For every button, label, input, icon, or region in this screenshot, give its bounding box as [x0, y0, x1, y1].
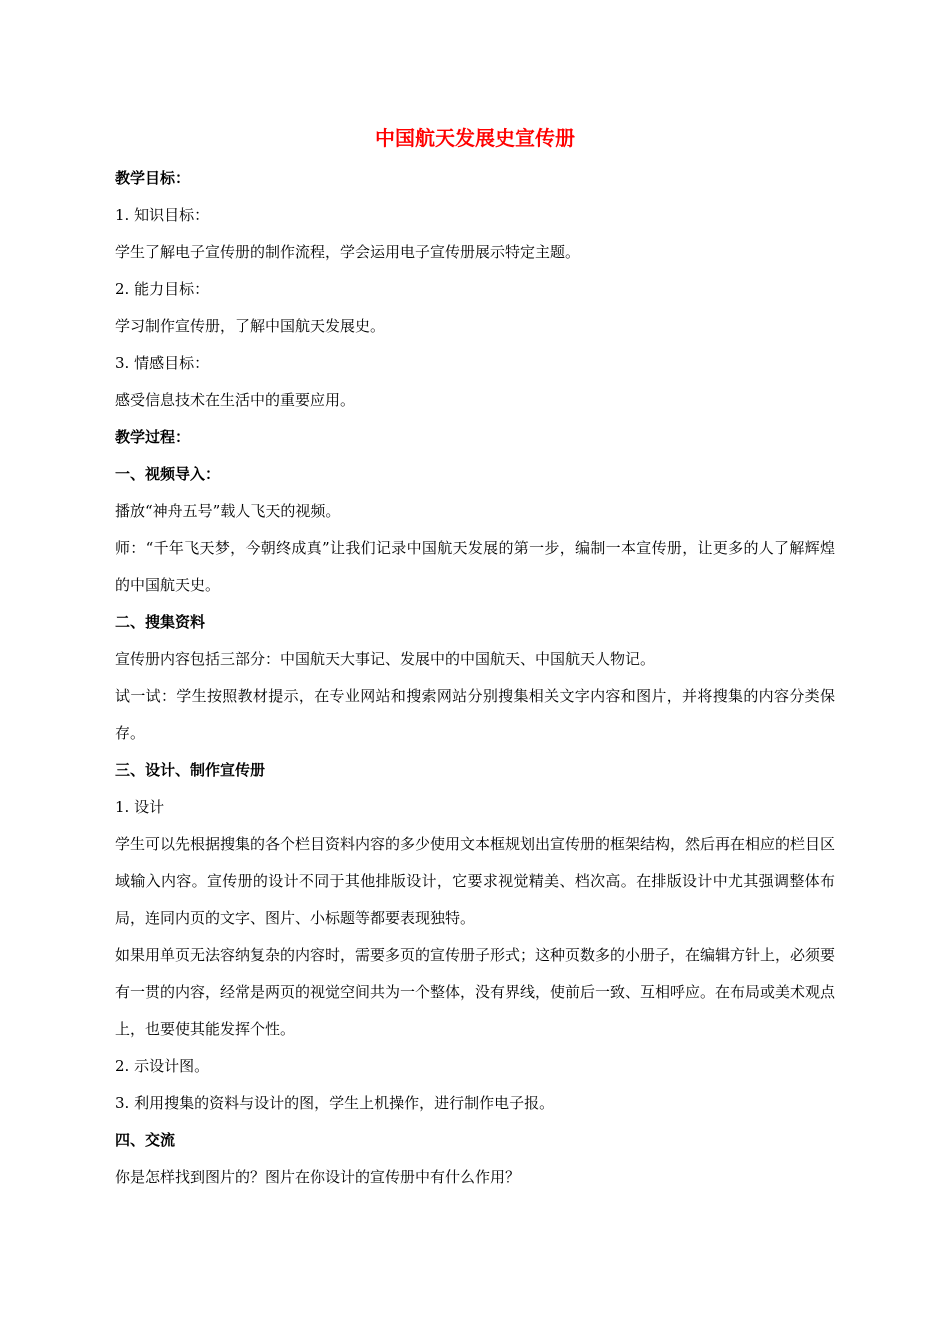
goal-emotion-label: 3. 情感目标：	[115, 354, 210, 372]
goal-knowledge-label: 1. 知识目标：	[115, 206, 210, 224]
document-body	[115, 160, 835, 1196]
document-title: 中国航天发展史宣传册	[375, 126, 575, 150]
try-it-paragraph: 试一试：学生按照教材提示，在专业网站和搜索网站分别搜集相关文字内容和图片，并将搜集的内容分类保存。	[115, 687, 835, 742]
teacher-quote-paragraph: 师：“千年飞天梦，今朝终成真”让我们记录中国航天发展的第一步，编制一本宣传册，让更多的人了解辉煌的中国航天史。	[115, 539, 835, 594]
goal-knowledge-text: 学生了解电子宣传册的制作流程，学会运用电子宣传册展示特定主题。	[115, 243, 581, 261]
section-heading-teaching-process: 教学过程：	[115, 428, 191, 446]
step-heading-collect-materials: 二、搜集资料	[115, 613, 206, 631]
brochure-content-text: 宣传册内容包括三部分：中国航天大事记、发展中的中国航天、中国航天人物记。	[115, 650, 656, 668]
goal-ability-label: 2. 能力目标：	[115, 280, 210, 298]
step-heading-design-make: 三、设计、制作宣传册	[115, 761, 266, 779]
design-paragraph-1: 学生可以先根据搜集的各个栏目资料内容的多少使用文本框规划出宣传册的框架结构，然后再在相应的栏目区域输入内容。宣传册的设计不同于其他排版设计，它要求视觉精美、档次高。在排版设计中尤其强调整体布局，连同内页的文字、图片、小标题等都要表现独特。	[115, 835, 836, 927]
show-design-text: 2. 示设计图。	[115, 1057, 210, 1075]
step-heading-video-intro: 一、视频导入：	[115, 465, 221, 483]
goal-ability-text: 学习制作宣传册，了解中国航天发展史。	[115, 317, 386, 335]
video-intro-text: 播放“神舟五号”载人飞天的视频。	[115, 502, 341, 520]
design-label: 1. 设计	[115, 798, 165, 816]
step-heading-exchange: 四、交流	[115, 1131, 176, 1149]
design-paragraph-2: 如果用单页无法容纳复杂的内容时，需要多页的宣传册子形式；这种页数多的小册子，在编辑方针上，必须要有一贯的内容，经常是两页的视觉空间共为一个整体，没有界线，使前后一致、互相呼应。在布局或美术观点上，也要使其能发挥个性。	[115, 946, 836, 1038]
section-heading-teaching-goals: 教学目标：	[115, 169, 191, 187]
exchange-question-text: 你是怎样找到图片的？图片在你设计的宣传册中有什么作用？	[115, 1168, 521, 1186]
goal-emotion-text: 感受信息技术在生活中的重要应用。	[115, 391, 356, 409]
operate-text: 3. 利用搜集的资料与设计的图，学生上机操作，进行制作电子报。	[115, 1094, 555, 1112]
